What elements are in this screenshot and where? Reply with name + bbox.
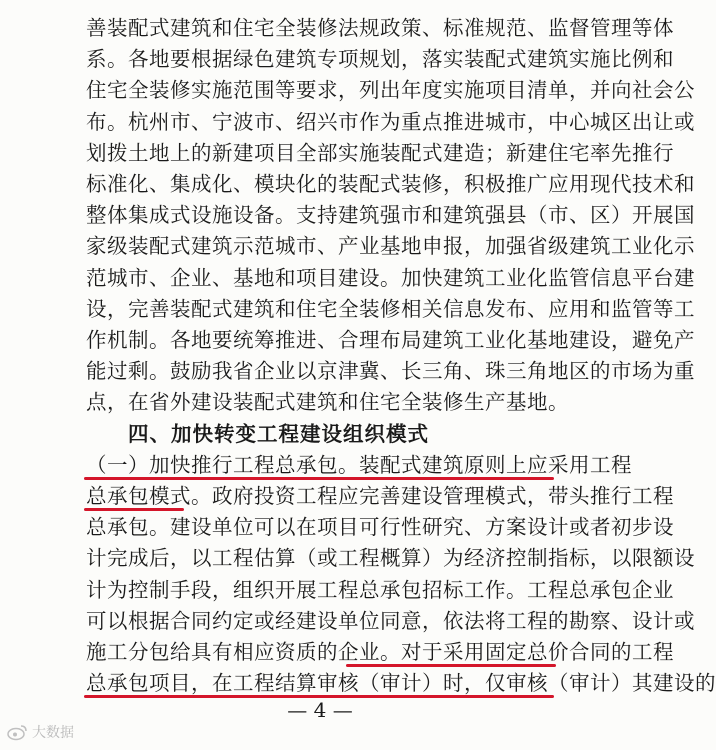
text-line: 总承包模式。政府投资工程应完善建设管理模式，带头推行工程 bbox=[86, 484, 674, 508]
text-line: 善装配式建筑和住宅全装修法规政策、标准规范、监督管理等体 bbox=[86, 16, 674, 40]
text-line: 总承包。建设单位可以在项目可行性研究、方案设计或者初步设 bbox=[86, 515, 674, 540]
text-line: 布。杭州市、宁波市、绍兴市作为重点推进城市，中心城区出让或 bbox=[86, 109, 695, 134]
text-line: 计完成后，以工程估算（或工程概算）为经济控制指标，以限额设 bbox=[86, 546, 695, 571]
watermark bbox=[6, 722, 74, 742]
page-number: — 4 — bbox=[287, 698, 353, 723]
text-line: 能过剩。鼓励我省企业以京津冀、长三角、珠三角地区的市场为重 bbox=[86, 359, 695, 384]
text-line: 计为控制手段，组织开展工程总承包招标工作。工程总承包企业 bbox=[86, 577, 674, 602]
weibo-icon bbox=[6, 723, 28, 741]
subsection-line: （一）加快推行工程总承包。装配式建筑原则上应采用工程 bbox=[86, 452, 632, 477]
section-heading: 四、加快转变工程建设组织模式 bbox=[128, 421, 429, 446]
text-line: 整体集成式设施设备。支持建筑强市和建筑强县（市、区）开展国 bbox=[86, 203, 695, 228]
red-underline bbox=[84, 477, 554, 480]
text-line: 住宅全装修实施范围等要求，列出年度实施项目清单，并向社会公 bbox=[86, 78, 695, 103]
text-line: 范城市、企业、基地和项目建设。加快建筑工业化监管信息平台建 bbox=[86, 265, 695, 290]
text-line: 总承包项目，在工程结算审核（审计）时，仅审核（审计）其建设的 bbox=[86, 671, 716, 696]
text-line: 标准化、集成化、模块化的装配式装修，积极推广应用现代技术和 bbox=[86, 172, 695, 196]
text-line: 家级装配式建筑示范城市、产业基地申报，加强省级建筑工业化示 bbox=[86, 234, 695, 259]
red-underline bbox=[346, 664, 556, 667]
text-line: 系。各地要根据绿色建筑专项规划，落实装配式建筑实施比例和 bbox=[86, 47, 674, 72]
watermark-text: 大数据 bbox=[32, 725, 74, 741]
text-line: 点，在省外建设装配式建筑和住宅全装修生产基地。 bbox=[86, 390, 569, 415]
text-line: 设，完善装配式建筑和住宅全装修相关信息发布、应用和监管等工 bbox=[86, 296, 695, 321]
red-underline bbox=[84, 508, 184, 511]
text-line: 作机制。各地要统筹推进、合理布局建筑工业化基地建设，避免产 bbox=[86, 328, 695, 352]
text-line: 可以根据合同约定或经建设单位同意，依法将工程的勘察、设计或 bbox=[86, 608, 695, 633]
text-line: 划拨土地上的新建项目全部实施装配式建造；新建住宅率先推行 bbox=[86, 140, 674, 165]
text-line: 施工分包给具有相应资质的企业。对于采用固定总价合同的工程 bbox=[86, 640, 674, 664]
